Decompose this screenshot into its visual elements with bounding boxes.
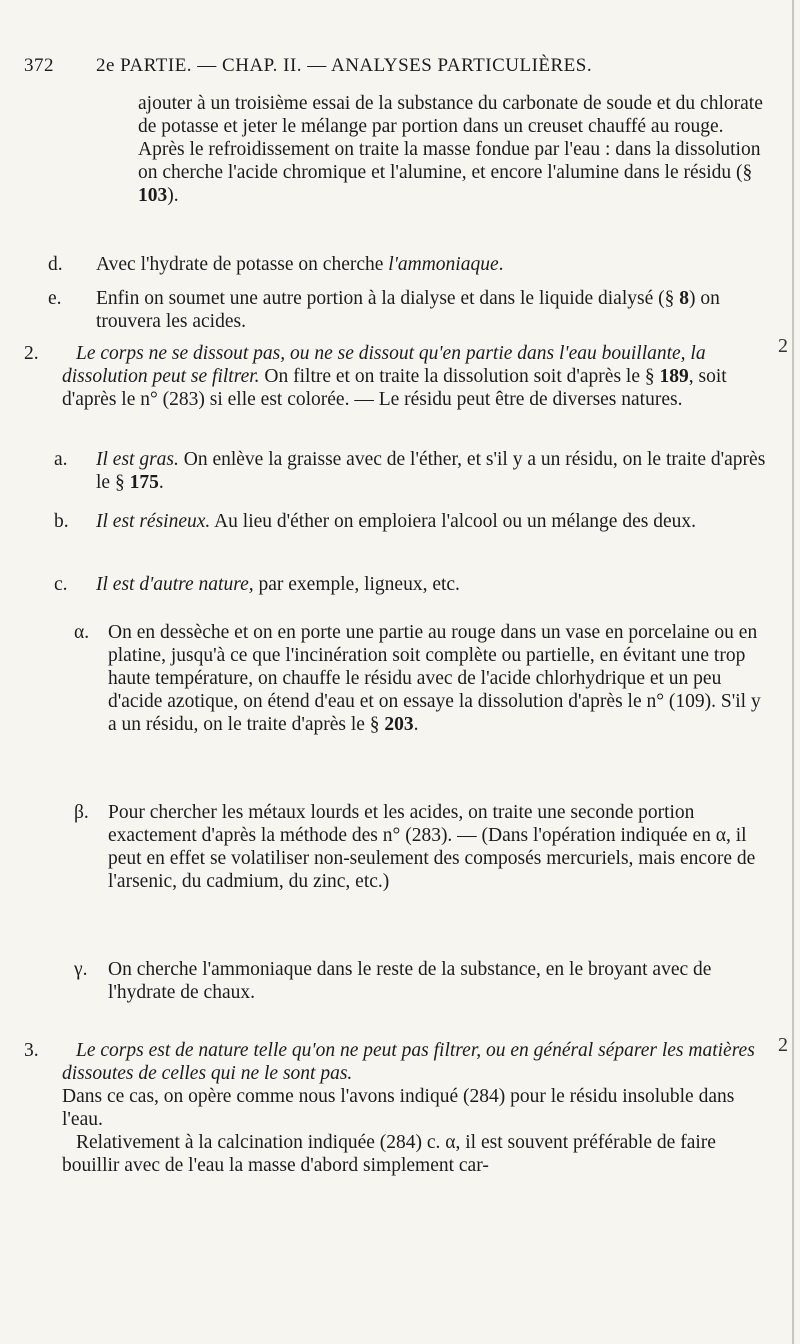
section-3-marker: 3. — [24, 1040, 39, 1061]
intro-text: ajouter à un troisième essai de la substance du carbonate de soude et du chlorate de potasse et jeter le mélange par portion dans un creuset chauffé au rouge. Après le refroidissement on traite la masse fondue par l'eau : dans la dissolution on cherche l'acide chromique et l'alumine, et encore l'alumine dans le résidu (§ — [138, 93, 763, 183]
intro-text-end: ). — [167, 185, 179, 206]
section-3-paragraph: Dans ce cas, on opère comme nous l'avons indiqué (284) pour le résidu insoluble dans l'eau. — [62, 1086, 735, 1130]
section-2-text-end: , soit d'après le n° (283) si elle est colorée. — Le résidu peut être de diverses natures. — [62, 366, 727, 410]
section-3 — [62, 1039, 766, 1177]
item-d-emphasis: l'ammoniaque — [388, 254, 499, 275]
item-a-text-end: . — [158, 472, 164, 493]
item-d-text-end: . — [498, 254, 504, 275]
intro-paragraph — [138, 92, 768, 207]
item-a-marker: a. — [54, 449, 68, 470]
section-2 — [62, 342, 766, 411]
item-a-text: On enlève la graisse avec de l'éther, et s'il y a un résidu, on le traite d'après le § — [96, 449, 766, 493]
item-alpha-text: On en dessèche et on en porte une partie au rouge dans un vase en porcelaine ou en platine, jusqu'à ce que l'incinération soit complète ou partielle, en évitant une trop haute température, on chauffe le résidu avec de l'acide chlorhydrique et un peu d'acide azotique, on étend d'eau et on essaye la dissolution d'après le n° (109). S'il y a un résidu, on le traite d'après le § — [108, 622, 761, 735]
section-2-marker: 2. — [24, 343, 39, 364]
section-3-heading: Le corps est de nature telle qu'on ne peut pas filtrer, ou en général séparer les matières dissoutes de celles qui ne le sont pas. — [62, 1040, 755, 1084]
item-beta — [108, 801, 766, 893]
item-gamma-text: On cherche l'ammoniaque dans le reste de la substance, en le broyant avec de l'hydrate de chaux. — [108, 959, 712, 1003]
page-edge — [792, 0, 794, 1344]
section-ref: 189 — [659, 366, 689, 387]
item-b-heading: Il est résineux. — [96, 511, 211, 532]
item-c — [96, 573, 768, 596]
section-2-heading: Le corps ne se dissout pas, ou ne se dissout qu'en partie dans l'eau bouillante, la dissolution peut se filtrer. — [62, 343, 706, 387]
section-3-paragraph-2: Relativement à la calcination indiquée (284) c. α, il est souvent préférable de faire bouillir avec de l'eau la masse d'abord simplement car- — [62, 1132, 716, 1176]
item-e-text: Enfin on soumet une autre portion à la dialyse et dans le liquide dialysé (§ — [96, 288, 680, 309]
item-b-text: Au lieu d'éther on emploiera l'alcool ou un mélange des deux. — [210, 511, 696, 532]
section-ref: 103 — [138, 185, 168, 206]
section-ref: 8 — [679, 288, 689, 309]
item-d-text: Avec l'hydrate de potasse on cherche — [96, 254, 389, 275]
margin-note: 2 — [778, 335, 788, 357]
item-c-heading: Il est d'autre nature, — [96, 574, 254, 595]
item-alpha-marker: α. — [74, 622, 90, 643]
item-gamma-marker: γ. — [74, 959, 88, 980]
item-e-text-end: ) on trouvera les acides. — [96, 288, 720, 332]
running-header — [0, 55, 800, 85]
section-ref: 175 — [129, 472, 159, 493]
item-c-text: par exemple, ligneux, etc. — [253, 574, 460, 595]
item-c-marker: c. — [54, 574, 68, 595]
section-ref: 203 — [384, 714, 414, 735]
item-beta-text: Pour chercher les métaux lourds et les acides, on traite une seconde portion exactement d'après la méthode des n° (283). — (Dans l'opération indiquée en α, il peut en effet se volatiliser non-seulement des composés mercuriels, mais encore de l'arsenic, du cadmium, du zinc, etc.) — [108, 802, 756, 892]
item-e — [96, 287, 768, 333]
item-alpha-text-end: . — [413, 714, 419, 735]
item-beta-marker: β. — [74, 802, 89, 823]
item-a — [96, 448, 768, 494]
margin-note: 2 — [778, 1034, 788, 1056]
section-2-text: On filtre et on traite la dissolution soit d'après le § — [259, 366, 660, 387]
header-title: 2e PARTIE. — CHAP. II. — ANALYSES PARTICULIÈRES. — [96, 55, 593, 76]
item-e-marker: e. — [48, 288, 62, 309]
item-d — [96, 253, 768, 276]
item-d-marker: d. — [48, 254, 63, 275]
page-number: 372 — [24, 55, 54, 76]
item-b-marker: b. — [54, 511, 69, 532]
item-gamma — [108, 958, 766, 1004]
item-a-heading: Il est gras. — [96, 449, 179, 470]
item-b — [96, 510, 768, 533]
item-alpha — [108, 621, 766, 736]
